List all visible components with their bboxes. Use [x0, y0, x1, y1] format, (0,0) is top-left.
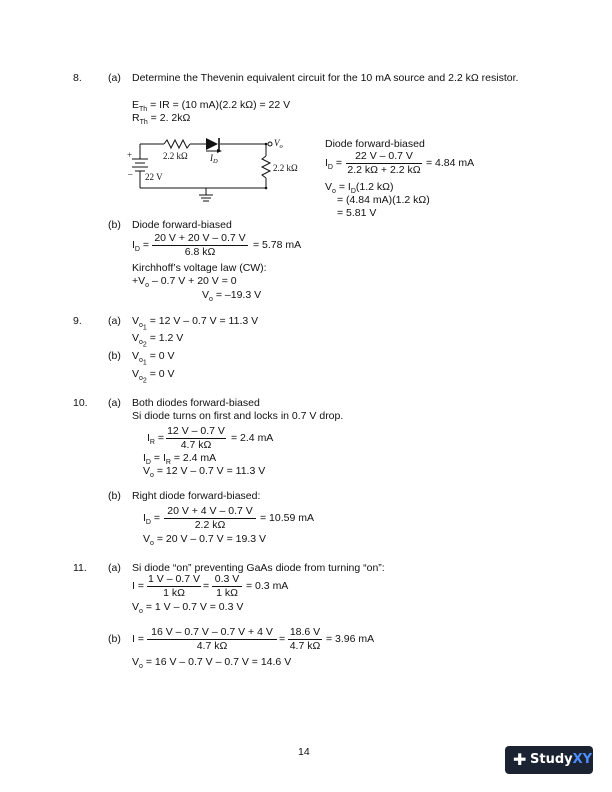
- 11a-result: = 0.3 mA: [246, 580, 289, 592]
- studyxy-logo[interactable]: [505, 746, 593, 774]
- page-number: 14: [298, 746, 310, 758]
- 10b-vo-line: $V_o = 20$ V – 0.7 V = 19.3 V: [143, 533, 267, 548]
- 11a-i-lhs: I =: [132, 580, 144, 592]
- 11a-equals: =: [203, 580, 210, 592]
- 8b-id-lhs: $I_D$ =: [132, 239, 150, 254]
- problem-10-number: 10.: [73, 397, 88, 409]
- problem-8-number: 8.: [73, 72, 82, 84]
- 10a-line2: Si diode turns on first and locks in 0.7 V drop.: [132, 410, 344, 422]
- problem-11-number: 11.: [73, 562, 87, 574]
- 11b-i-lhs: I =: [132, 633, 144, 645]
- eth-equation: $E_{Th}$ = IR = (10 mA)(2.2 kΩ) = 22 V: [132, 99, 291, 114]
- battery-minus-sign: –: [128, 169, 133, 179]
- rth-equation: $R_{Th} = 2$. 2kΩ: [132, 112, 191, 127]
- source-voltage-label: 22 V: [145, 172, 163, 182]
- 11a-title: Si diode “on” preventing GaAs diode from turning “on”:: [132, 562, 385, 574]
- problem-11a-label: (a): [108, 562, 121, 574]
- id-current-label: $I_D$: [210, 153, 218, 165]
- problem-9-number: 9.: [73, 315, 82, 327]
- 9a-vo2: $V_{o_2} = 1.2$ V: [132, 332, 184, 349]
- 10a-ir-lhs: $I_R$ =: [147, 432, 165, 447]
- 11b-vo-line: $V_o = 16$ V – 0.7 V – 0.7 V = 14.6 V: [132, 656, 292, 671]
- r1-label: 2.2 kΩ: [163, 151, 188, 161]
- plus-icon: ✚: [513, 750, 527, 769]
- 10a-vo-line: $V_o = 12$ V – 0.7 V = 11.3 V: [143, 465, 266, 480]
- side-id-result: = 4.84 mA: [426, 157, 475, 169]
- side-vo-equation: $V_o = I_D(1.2$ kΩ): [325, 181, 394, 196]
- thevenin-circuit-diagram: [122, 132, 302, 212]
- 11b-result: = 3.96 mA: [326, 633, 375, 645]
- logo-text: StudyXY: [530, 752, 593, 767]
- problem-11b-label: (b): [108, 633, 121, 645]
- problem-9b-label: (b): [108, 350, 121, 362]
- vo-terminal-label: $V_o$: [274, 138, 283, 150]
- 10a-title: Both diodes forward-biased: [132, 397, 260, 409]
- 10a-id-line: $I_D = I_R = 2.4$ mA: [143, 452, 217, 467]
- 11b-equals: =: [279, 633, 286, 645]
- 9b-vo1: $V_{o_1} = 0$ V: [132, 350, 175, 367]
- 10b-id-lhs: $I_D$ =: [143, 512, 161, 527]
- problem-10a-label: (a): [108, 397, 121, 409]
- r2-label: 2.2 kΩ: [273, 163, 298, 173]
- 10b-title: Right diode forward-biased:: [132, 490, 261, 502]
- problem-8b-title: Diode forward-biased: [132, 219, 232, 231]
- 8b-kvl-line2: $V_o = -19.3$ V: [202, 289, 262, 304]
- problem-8b-label: (b): [108, 219, 121, 231]
- side-vo-line3: = 5.81 V: [337, 207, 377, 219]
- 11a-vo-line: $V_o = 1$ V – 0.7 V = 0.3 V: [132, 601, 244, 616]
- battery-plus-sign: +: [127, 150, 133, 160]
- problem-8a-statement: Determine the Thevenin equivalent circuit for the 10 mA source and 2.2 kΩ resistor.: [132, 72, 519, 84]
- side-id-lhs: $I_D$ =: [325, 157, 343, 172]
- 10b-id-result: = 10.59 mA: [260, 512, 314, 524]
- problem-8a-label: (a): [108, 72, 121, 84]
- 10a-ir-result: = 2.4 mA: [231, 432, 274, 444]
- problem-9a-label: (a): [108, 315, 121, 327]
- 8b-id-result: = 5.78 mA: [253, 239, 302, 251]
- side-vo-line2: = (4.84 mA)(1.2 kΩ): [337, 194, 430, 206]
- problem-10b-label: (b): [108, 490, 121, 502]
- side-title: Diode forward-biased: [325, 138, 425, 150]
- 8b-kvl-line1: $+V_o - 0.7$ V + 20 V = 0: [132, 275, 237, 290]
- 9b-vo2: $V_{o_2} = 0$ V: [132, 368, 175, 385]
- 8b-kvl-text: Kirchhoff’s voltage law (CW):: [132, 262, 267, 274]
- 9a-vo1: $V_{o_1} = 12$ V – 0.7 V = 11.3 V: [132, 315, 259, 332]
